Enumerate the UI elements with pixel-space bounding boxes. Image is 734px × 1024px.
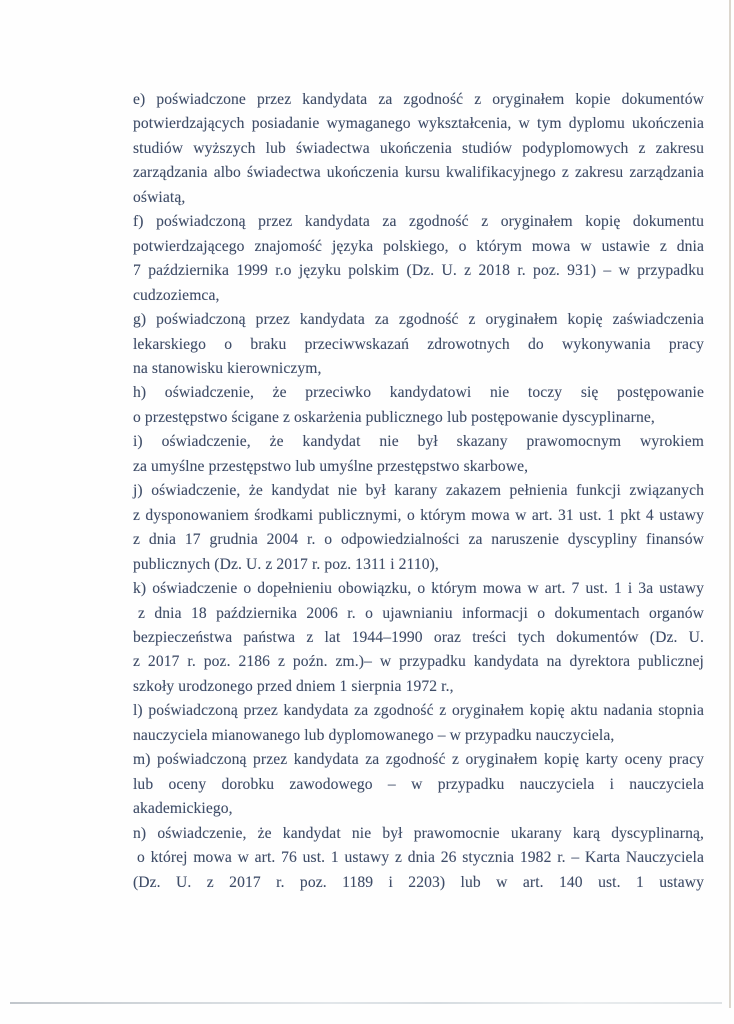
text-line: na stanowisku kierowniczym, (133, 359, 322, 377)
text-line: bezpieczeństwa państwa z lat 1944–1990 oraz treści tych dokumentów (Dz. U. (133, 628, 704, 646)
text-line: oświatą, (133, 188, 186, 206)
text-block (133, 88, 704, 895)
paragraph-e (133, 88, 704, 210)
text-line: z 2017 r. poz. 2186 z poźn. zm.)– w przypadku kandydata na dyrektora publicznej (133, 653, 704, 671)
text-line: zarządzania albo świadectwa ukończenia kursu kwalifikacyjnego z zakresu zarządzania (133, 164, 704, 182)
paragraph-m (133, 748, 704, 821)
text-line: szkoły urodzonego przed dniem 1 sierpnia 1972 r., (133, 677, 454, 695)
text-line: o której mowa w art. 76 ust. 1 ustawy z dnia 26 stycznia 1982 r. – Karta Nauczyciela (137, 849, 704, 867)
text-line: za umyślne przestępstwo lub umyślne przestępstwo skarbowe, (133, 457, 529, 475)
text-line: nauczyciela mianowanego lub dyplomowanego – w przypadku nauczyciela, (133, 726, 615, 744)
text-line: n) oświadczenie, że kandydat nie był prawomocnie ukarany karą dyscyplinarną, (133, 824, 704, 842)
text-line: z dnia 17 grudnia 2004 r. o odpowiedzialności za naruszenie dyscypliny finansów (133, 531, 704, 549)
bottom-scan-line (10, 1002, 722, 1004)
text-line: z dysponowaniem środkami publicznymi, o którym mowa w art. 31 ust. 1 pkt 4 ustawy (133, 506, 704, 524)
paragraph-g (133, 308, 704, 381)
text-line: potwierdzającego znajomość języka polskiego, o którym mowa w ustawie z dnia (133, 237, 704, 255)
text-line: z dnia 18 października 2006 r. o ujawnianiu informacji o dokumentach organów (138, 604, 704, 622)
text-line: studiów wyższych lub świadectwa ukończenia studiów podyplomowych z zakresu (133, 139, 704, 157)
paragraph-l (133, 699, 704, 748)
paragraph-n (133, 822, 704, 895)
text-line: lekarskiego o braku przeciwwskazań zdrowotnych do wykonywania pracy (133, 335, 704, 353)
text-line: akademickiego, (133, 800, 233, 818)
paragraph-i (133, 430, 704, 479)
text-line: m) poświadczoną przez kandydata za zgodność z oryginałem kopię karty oceny pracy (133, 751, 704, 769)
paragraph-f (133, 210, 704, 308)
right-page-edge-line (729, 0, 731, 1008)
text-line: h) oświadczenie, że przeciwko kandydatowi nie toczy się postępowanie (133, 384, 704, 402)
text-line: g) poświadczoną przez kandydata za zgodność z oryginałem kopię zaświadczenia (133, 311, 704, 329)
paragraph-j (133, 479, 704, 577)
text-line: e) poświadczone przez kandydata za zgodność z oryginałem kopie dokumentów (133, 91, 704, 108)
text-line: f) poświadczoną przez kandydata za zgodność z oryginałem kopię dokumentu (133, 213, 704, 231)
text-line: l) poświadczoną przez kandydata za zgodność z oryginałem kopię aktu nadania stopnia (133, 702, 704, 720)
paragraph-k (133, 577, 704, 699)
text-line: potwierdzających posiadanie wymaganego wykształcenia, w tym dyplomu ukończenia (133, 115, 704, 133)
text-line: j) oświadczenie, że kandydat nie był karany zakazem pełnienia funkcji związanych (133, 482, 704, 500)
text-line: cudzoziemca, (133, 286, 220, 304)
text-line: lub oceny dorobku zawodowego – w przypadku nauczyciela i nauczyciela (133, 775, 704, 793)
text-line: k) oświadczenie o dopełnieniu obowiązku, o którym mowa w art. 7 ust. 1 i 3a ustawy (133, 580, 704, 598)
text-line: o przestępstwo ścigane z oskarżenia publicznego lub postępowanie dyscyplinarne, (133, 408, 655, 426)
text-line: (Dz. U. z 2017 r. poz. 1189 i 2203) lub w art. 140 ust. 1 ustawy (133, 873, 704, 891)
text-line: publicznych (Dz. U. z 2017 r. poz. 1311 i 2110), (133, 555, 439, 573)
paragraph-h (133, 381, 704, 430)
text-line: i) oświadczenie, że kandydat nie był skazany prawomocnym wyrokiem (133, 433, 704, 451)
text-line: 7 października 1999 r.o języku polskim (Dz. U. z 2018 r. poz. 931) – w przypadku (133, 262, 704, 280)
